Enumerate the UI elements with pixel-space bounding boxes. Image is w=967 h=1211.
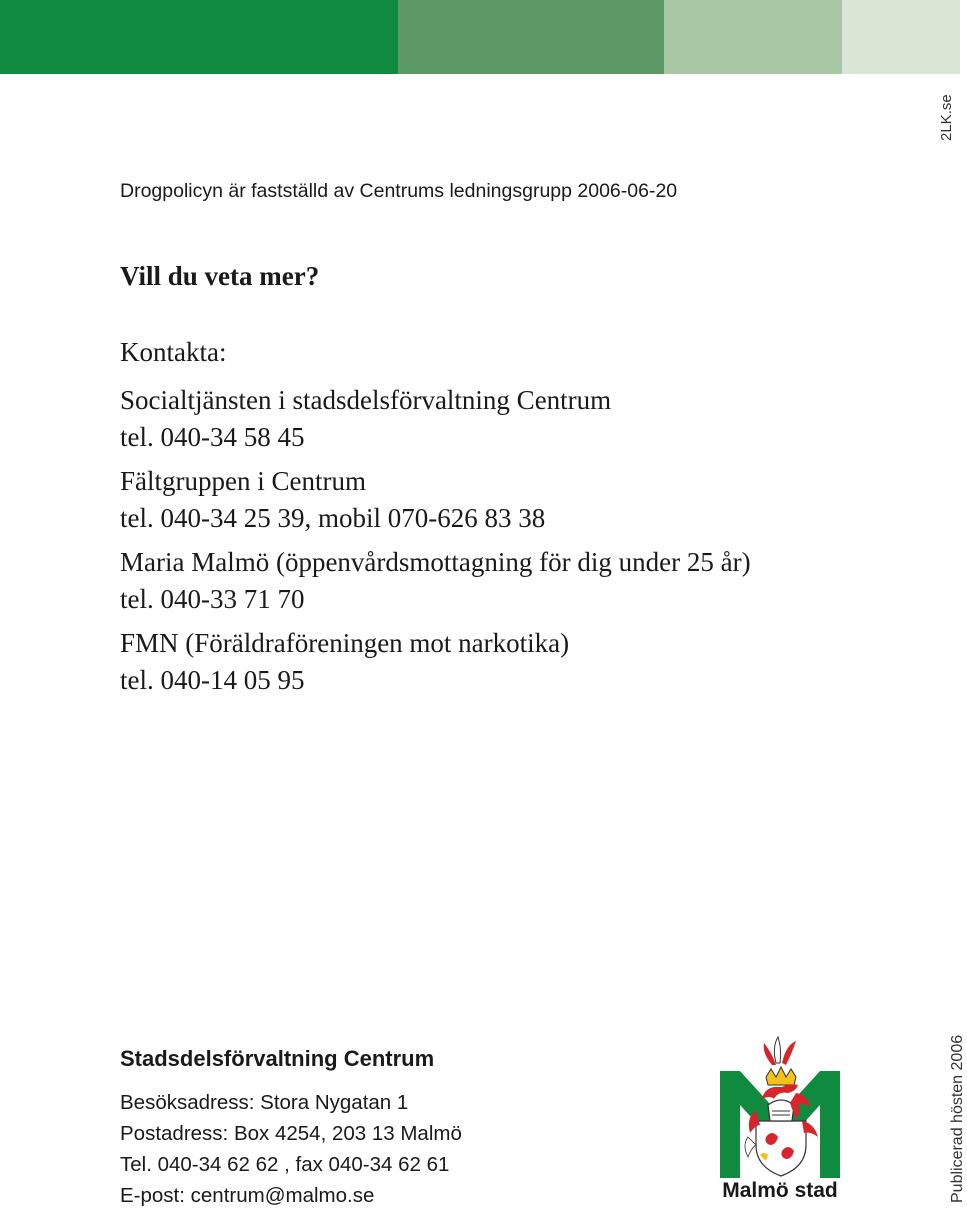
malmo-stad-wordmark: Malmö stad bbox=[722, 1179, 838, 1202]
contact-name: FMN (Föräldraföreningen mot narkotika) bbox=[120, 628, 570, 658]
footer-title: Stadsdelsförvaltning Centrum bbox=[120, 1046, 435, 1071]
contact-name: Socialtjänsten i stadsdelsförvaltning Centrum bbox=[120, 385, 612, 415]
contact-phone: tel. 040-14 05 95 bbox=[120, 665, 305, 695]
side-credit: 2LK.se bbox=[938, 94, 955, 141]
page-heading: Vill du veta mer? bbox=[120, 261, 320, 291]
footer-email[interactable]: E-post: centrum@malmo.se bbox=[120, 1184, 375, 1207]
malmo-stad-logo bbox=[716, 1033, 844, 1205]
contact-phone: tel. 040-34 58 45 bbox=[120, 422, 305, 452]
header-band-light-green bbox=[664, 0, 842, 74]
footer-visit-address: Besöksadress: Stora Nygatan 1 bbox=[120, 1091, 409, 1114]
policy-note: Drogpolicyn är fastställd av Centrums ledningsgrupp 2006-06-20 bbox=[120, 180, 678, 202]
contact-item bbox=[120, 382, 751, 456]
published-note: Publicerad hösten 2006 bbox=[949, 1034, 966, 1203]
contact-phone: tel. 040-34 25 39, mobil 070-626 83 38 bbox=[120, 503, 546, 533]
header-band-dark-green bbox=[0, 0, 398, 74]
header-band-pale-green bbox=[842, 0, 960, 74]
footer-address-block bbox=[120, 1043, 462, 1211]
malmo-coat-of-arms-icon bbox=[716, 1033, 844, 1178]
contact-item bbox=[120, 625, 751, 699]
contact-phone: tel. 040-33 71 70 bbox=[120, 584, 305, 614]
contact-item bbox=[120, 463, 751, 537]
contact-label: Kontakta: bbox=[120, 337, 227, 367]
footer-phone-fax: Tel. 040-34 62 62 , fax 040-34 62 61 bbox=[120, 1153, 450, 1176]
header-band-medium-green bbox=[398, 0, 664, 74]
contact-name: Maria Malmö (öppenvårdsmottagning för dig under 25 år) bbox=[120, 547, 751, 577]
contact-name: Fältgruppen i Centrum bbox=[120, 466, 366, 496]
contact-list bbox=[120, 382, 751, 706]
footer-postal-address: Postadress: Box 4254, 203 13 Malmö bbox=[120, 1122, 462, 1145]
contact-item bbox=[120, 544, 751, 618]
